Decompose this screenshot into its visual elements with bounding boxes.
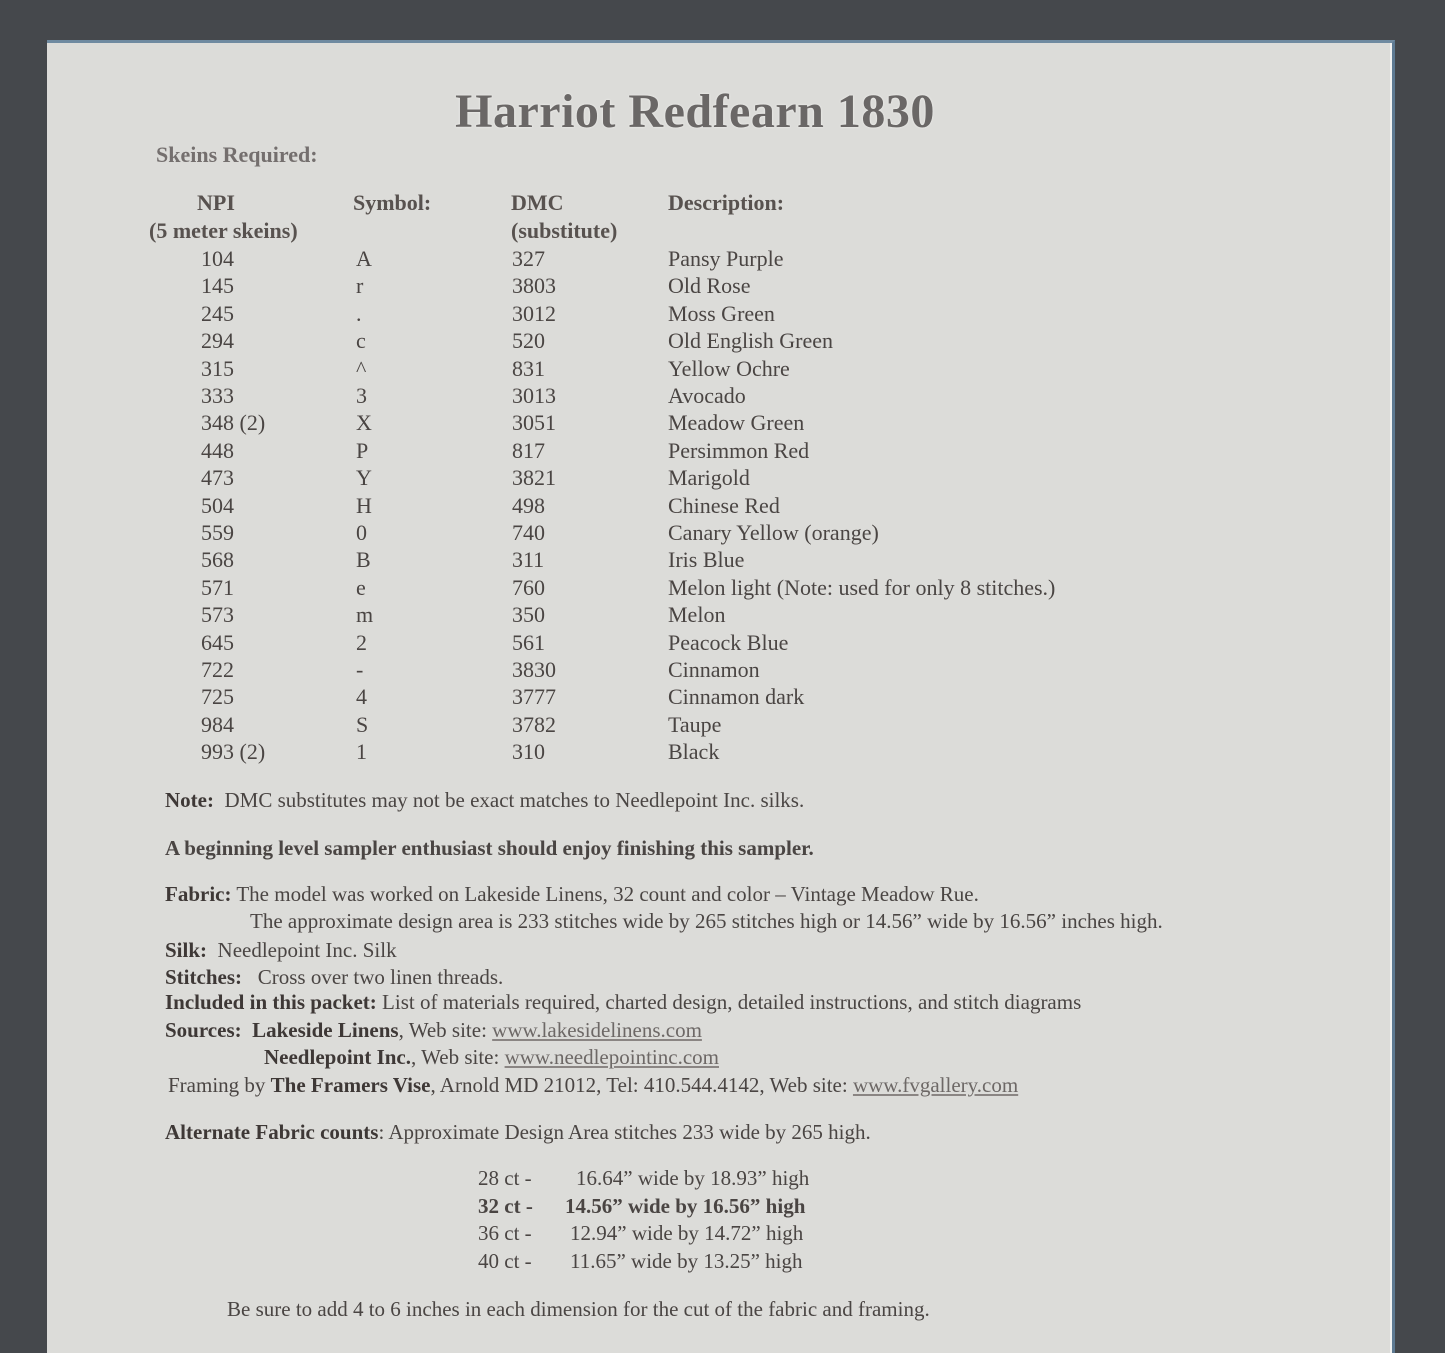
symbol-cell: c — [356, 328, 366, 353]
silk-text: Needlepoint Inc. Silk — [217, 938, 397, 962]
symbol-cell: Y — [356, 465, 372, 490]
dmc-cell: 831 — [512, 356, 545, 381]
source-suffix: , Web site: — [398, 1018, 493, 1042]
stitches-text: Cross over two linen threads. — [257, 965, 504, 989]
symbol-cell: r — [356, 273, 364, 298]
silk-label: Silk: — [165, 938, 208, 962]
fabric-line — [165, 882, 979, 907]
npi-cell: 568 — [201, 547, 234, 572]
description-cell: Yellow Ochre — [668, 356, 790, 381]
symbol-cell: B — [356, 547, 371, 572]
source-lakeside — [165, 1018, 702, 1043]
dmc-cell: 740 — [512, 520, 545, 545]
included-text: List of materials required, charted design, detailed instructions, and stitch diagrams — [382, 990, 1082, 1014]
included-label: Included in this packet: — [165, 990, 377, 1014]
footer-note: Be sure to add 4 to 6 inches in each dimension for the cut of the fabric and framing. — [227, 1297, 930, 1321]
stitches-label: Stitches: — [165, 965, 242, 989]
dmc-cell: 561 — [512, 630, 545, 655]
npi-cell: 722 — [201, 657, 234, 682]
silk-line — [165, 938, 397, 963]
description-cell: Cinnamon dark — [668, 684, 805, 709]
count-size: 12.94” wide by 14.72” high — [570, 1221, 804, 1245]
count-size: 16.64” wide by 18.93” high — [576, 1166, 810, 1190]
dmc-cell: 760 — [512, 575, 545, 600]
source-needlepoint — [264, 1045, 719, 1070]
npi-cell: 571 — [201, 575, 234, 600]
description-cell: Avocado — [668, 383, 746, 408]
description-cell: Meadow Green — [668, 410, 805, 435]
npi-cell: 473 — [201, 465, 234, 490]
symbol-cell: X — [356, 410, 372, 435]
count-label: 28 ct - — [478, 1166, 532, 1190]
fvgallery-link[interactable]: www.fvgallery.com — [852, 1073, 1019, 1097]
description-cell: Marigold — [668, 465, 750, 490]
level-statement: A beginning level sampler enthusiast should enjoy finishing this sampler. — [165, 836, 814, 860]
description-cell: Old Rose — [668, 273, 751, 298]
npi-cell: 559 — [201, 520, 234, 545]
included-line — [165, 990, 1081, 1015]
framing-line — [168, 1073, 1018, 1098]
dmc-cell: 3803 — [512, 273, 556, 298]
npi-cell: 645 — [201, 630, 234, 655]
symbol-cell: 2 — [356, 630, 367, 655]
symbol-cell: 0 — [356, 520, 367, 545]
source-name: Lakeside Linens — [252, 1018, 399, 1042]
symbol-cell: e — [356, 575, 366, 600]
npi-cell: 725 — [201, 684, 234, 709]
skeins-required-label: Skeins Required: — [156, 142, 318, 167]
description-cell: Old English Green — [668, 328, 833, 353]
description-cell: Melon light (Note: used for only 8 stitches.) — [668, 575, 1056, 600]
fabric-label: Fabric: — [165, 882, 232, 906]
note-line — [165, 788, 804, 813]
lakeside-link[interactable]: www.lakesidelinens.com — [492, 1018, 702, 1042]
header-symbol: Symbol: — [353, 190, 432, 215]
symbol-cell: 4 — [356, 684, 367, 709]
description-cell: Pansy Purple — [668, 246, 784, 271]
header-npi: NPI — [197, 190, 235, 215]
header-dmc: DMC — [511, 190, 564, 215]
description-cell: Peacock Blue — [668, 630, 789, 655]
description-cell: Chinese Red — [668, 493, 780, 518]
symbol-cell: S — [356, 712, 369, 737]
note-label: Note: — [165, 788, 214, 812]
dmc-cell: 3013 — [512, 383, 556, 408]
description-cell: Persimmon Red — [668, 438, 810, 463]
symbol-cell: 1 — [356, 739, 367, 764]
npi-cell: 245 — [201, 301, 234, 326]
symbol-cell: A — [356, 246, 372, 271]
npi-cell: 993 (2) — [201, 739, 266, 764]
framing-details: , Arnold MD 21012, Tel: 410.544.4142, Web site: — [430, 1073, 853, 1097]
dmc-cell: 817 — [512, 438, 545, 463]
symbol-cell: ^ — [356, 356, 367, 381]
description-cell: Iris Blue — [668, 547, 745, 572]
npi-cell: 104 — [201, 246, 234, 271]
sources-label: Sources: — [165, 1018, 242, 1042]
description-cell: Cinnamon — [668, 657, 760, 682]
dmc-cell: 3777 — [512, 684, 556, 709]
header-dmc-sub: (substitute) — [511, 218, 618, 243]
source-suffix: , Web site: — [411, 1045, 505, 1069]
npi-cell: 984 — [201, 712, 234, 737]
dmc-cell: 311 — [512, 547, 545, 572]
npi-cell: 145 — [201, 273, 234, 298]
header-description: Description: — [668, 190, 785, 215]
header-npi-sub: (5 meter skeins) — [149, 218, 298, 243]
symbol-cell: P — [356, 438, 369, 463]
fabric-text: The model was worked on Lakeside Linens, 32 count and color – Vintage Meadow Rue. — [236, 882, 979, 906]
dmc-cell: 3821 — [512, 465, 556, 490]
symbol-cell: H — [356, 493, 372, 518]
description-cell: Taupe — [668, 712, 722, 737]
npi-cell: 448 — [201, 438, 234, 463]
npi-cell: 294 — [201, 328, 234, 353]
symbol-cell: 3 — [356, 383, 367, 408]
dmc-cell: 350 — [512, 602, 545, 627]
npi-cell: 348 (2) — [201, 410, 266, 435]
count-label: 36 ct - — [478, 1221, 532, 1245]
count-size: 11.65” wide by 13.25” high — [570, 1249, 803, 1273]
dmc-cell: 498 — [512, 493, 545, 518]
dmc-cell: 310 — [512, 739, 545, 764]
page-title: Harriot Redfearn 1830 — [455, 85, 935, 138]
dmc-cell: 520 — [512, 328, 545, 353]
description-cell: Moss Green — [668, 301, 775, 326]
description-cell: Canary Yellow (orange) — [668, 520, 879, 545]
note-text: DMC substitutes may not be exact matches to Needlepoint Inc. silks. — [224, 788, 805, 812]
description-cell: Black — [668, 739, 720, 764]
framer-name: The Framers Vise — [270, 1073, 431, 1097]
count-label: 32 ct - — [478, 1194, 533, 1218]
alternate-label: Alternate Fabric counts — [165, 1120, 379, 1144]
symbol-cell: . — [356, 301, 362, 326]
npi-cell: 333 — [201, 383, 234, 408]
count-size: 14.56” wide by 16.56” high — [565, 1194, 806, 1218]
symbol-cell: m — [356, 602, 374, 627]
npi-cell: 573 — [201, 602, 234, 627]
count-label: 40 ct - — [478, 1249, 532, 1273]
alternate-text: : Approximate Design Area stitches 233 wide by 265 high. — [378, 1120, 871, 1144]
dmc-cell: 3830 — [512, 657, 556, 682]
fabric-design-area: The approximate design area is 233 stitches wide by 265 stitches high or 14.56” wide by 16.56” inches high. — [250, 909, 1163, 933]
framing-prefix: Framing by — [168, 1073, 271, 1097]
alternate-counts-line — [165, 1120, 871, 1145]
dmc-cell: 327 — [512, 246, 545, 271]
dmc-cell: 3051 — [512, 410, 556, 435]
npi-cell: 504 — [201, 493, 234, 518]
needlepoint-link[interactable]: www.needlepointinc.com — [504, 1045, 719, 1069]
dmc-cell: 3012 — [512, 301, 556, 326]
npi-cell: 315 — [201, 356, 234, 381]
description-cell: Melon — [668, 602, 726, 627]
dmc-cell: 3782 — [512, 712, 556, 737]
symbol-cell: - — [356, 657, 364, 682]
stitches-line — [165, 965, 503, 990]
source-name: Needlepoint Inc. — [264, 1045, 411, 1069]
